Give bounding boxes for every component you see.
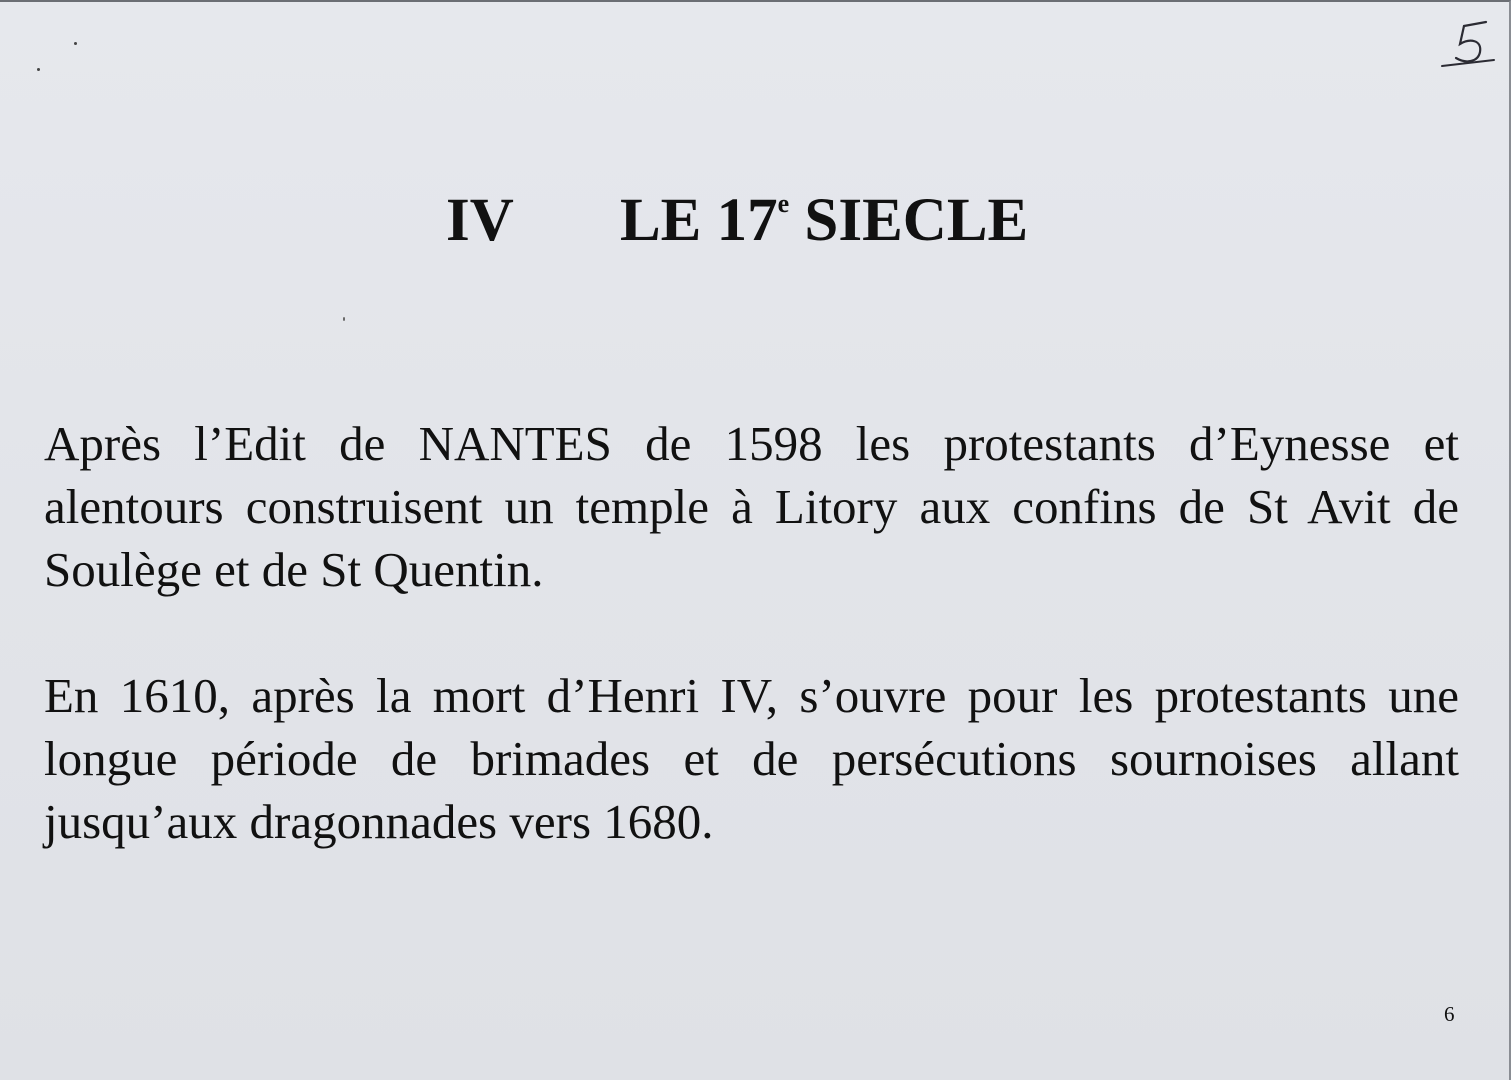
paper-speck xyxy=(74,42,77,45)
heading-superscript: e xyxy=(777,189,790,218)
section-title xyxy=(446,186,1066,256)
paper-speck xyxy=(343,317,345,321)
section-heading xyxy=(620,186,1028,256)
paragraph-persecutions: En 1610, après la mort d’Henri IV, s’ouvre pour les protestants une longue période de brimades et de persécutions sournoises allant jusqu’aux dragonnades vers 1680. xyxy=(44,668,1459,849)
printed-page-number: 6 xyxy=(1444,1002,1455,1026)
heading-text-start: LE 17 xyxy=(620,187,778,254)
heading-text-end: SIECLE xyxy=(789,187,1029,254)
section-roman-numeral: IV xyxy=(446,187,514,254)
paper-speck xyxy=(37,68,40,71)
paragraph-edit-de-nantes: Après l’Edit de NANTES de 1598 les protestants d’Eynesse et alentours construisent un temple à Litory aux confins de St Avit de Soulège et de St Quentin. xyxy=(44,416,1459,597)
